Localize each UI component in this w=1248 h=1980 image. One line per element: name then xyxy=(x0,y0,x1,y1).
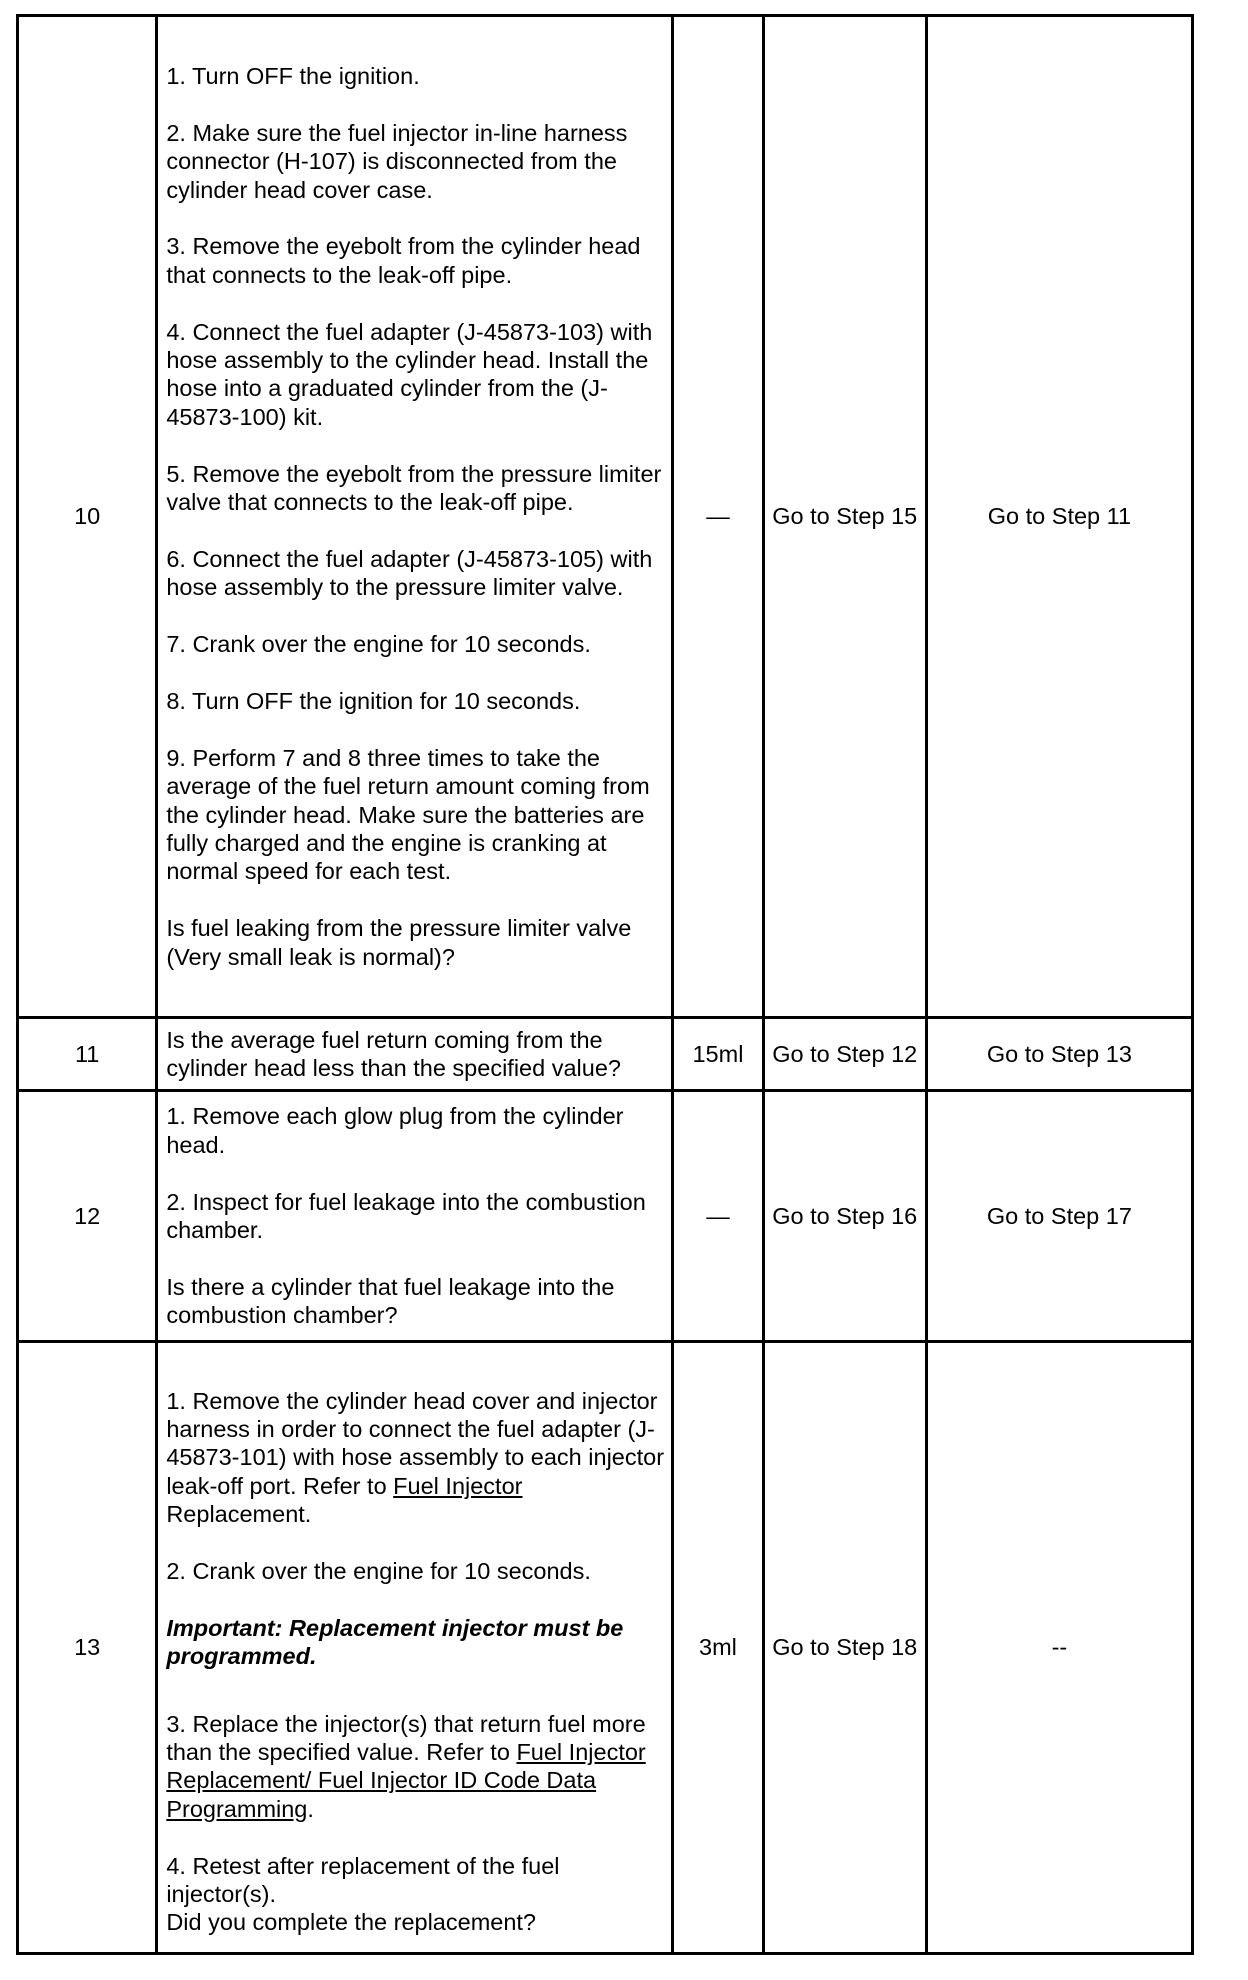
question: Is there a cylinder that fuel leakage into the combustion chamber? xyxy=(166,1273,615,1329)
instruction: 2. Crank over the engine for 10 seconds. xyxy=(166,1557,591,1584)
instruction: 4. Connect the fuel adapter (J-45873-103) with hose assembly to the cylinder head. Install the hose into a graduated cylinder from the (J-45873-100) kit. xyxy=(166,318,653,430)
instruction xyxy=(166,1710,665,1824)
specified-value: 3ml xyxy=(673,1342,763,1954)
instruction-text: 1. Remove the cylinder head cover and injector harness in order to connect the fuel adapter (J-45873-101) with hose assembly to each injector leak-off port. Refer to xyxy=(166,1387,665,1499)
table-row xyxy=(18,1091,1193,1342)
specified-value: — xyxy=(673,1091,763,1342)
yes-result: Go to Step 12 xyxy=(763,1018,926,1091)
question: Did you complete the replacement? xyxy=(166,1909,537,1936)
no-result: Go to Step 17 xyxy=(926,1091,1192,1342)
instruction: 7. Crank over the engine for 10 seconds. xyxy=(166,631,591,658)
yes-result: Go to Step 16 xyxy=(763,1091,926,1342)
step-number: 12 xyxy=(18,1091,157,1342)
action-cell xyxy=(157,1018,673,1091)
instruction: 6. Connect the fuel adapter (J-45873-105) with hose assembly to the pressure limiter valve. xyxy=(166,545,653,601)
action-cell xyxy=(157,16,673,1018)
table-row xyxy=(18,1018,1193,1091)
step-number: 13 xyxy=(18,1342,157,1954)
fuel-injector-link[interactable]: Fuel Injector xyxy=(393,1472,523,1499)
fuel-injector-programming-link[interactable]: Fuel Injector Replacement/ Fuel Injector ID Code Data Programming xyxy=(166,1739,646,1822)
instruction: 2. Make sure the fuel injector in-line harness connector (H-107) is disconnected from the cylinder head cover case. xyxy=(166,119,628,203)
yes-result: Go to Step 15 xyxy=(763,16,926,1018)
instruction: 1. Remove each glow plug from the cylinder head. xyxy=(166,1103,624,1158)
instruction: 1. Turn OFF the ignition. xyxy=(166,63,420,90)
instruction: 3. Remove the eyebolt from the cylinder head that connects to the leak-off pipe. xyxy=(166,233,641,288)
instruction: 8. Turn OFF the ignition for 10 seconds. xyxy=(166,687,581,714)
instruction-text: 3. Replace the injector(s) that return fuel more than the specified value. Refer to xyxy=(166,1710,646,1765)
instruction: 2. Inspect for fuel leakage into the combustion chamber. xyxy=(166,1188,646,1243)
instruction-text: . xyxy=(307,1795,314,1822)
action-cell xyxy=(157,1342,673,1954)
instruction: 9. Perform 7 and 8 three times to take the average of the fuel return amount coming from the cylinder head. Make sure the batteries are fully charged and the engine is cranking at normal speed for each test. xyxy=(166,744,650,885)
instruction xyxy=(166,1387,665,1529)
instruction-text: Replacement. xyxy=(166,1501,312,1528)
important-note: Important: Replacement injector must be programmed. xyxy=(166,1614,624,1670)
no-result: Go to Step 13 xyxy=(926,1018,1192,1091)
specified-value: 15ml xyxy=(673,1018,763,1091)
specified-value: — xyxy=(673,16,763,1018)
action-cell xyxy=(157,1091,673,1342)
no-result: -- xyxy=(926,1342,1192,1954)
yes-result: Go to Step 18 xyxy=(763,1342,926,1954)
question: Is the average fuel return coming from the cylinder head less than the specified value? xyxy=(166,1026,621,1081)
diagnostic-table xyxy=(16,14,1194,1955)
table-row xyxy=(18,1342,1193,1954)
step-number: 10 xyxy=(18,16,157,1018)
question: Is fuel leaking from the pressure limiter valve (Very small leak is normal)? xyxy=(166,915,632,970)
instruction: 4. Retest after replacement of the fuel injector(s). xyxy=(166,1852,560,1908)
no-result: Go to Step 11 xyxy=(926,16,1192,1018)
instruction: 5. Remove the eyebolt from the pressure limiter valve that connects to the leak-off pipe. xyxy=(166,460,662,516)
step-number: 11 xyxy=(18,1018,157,1091)
table-row xyxy=(18,16,1193,1018)
